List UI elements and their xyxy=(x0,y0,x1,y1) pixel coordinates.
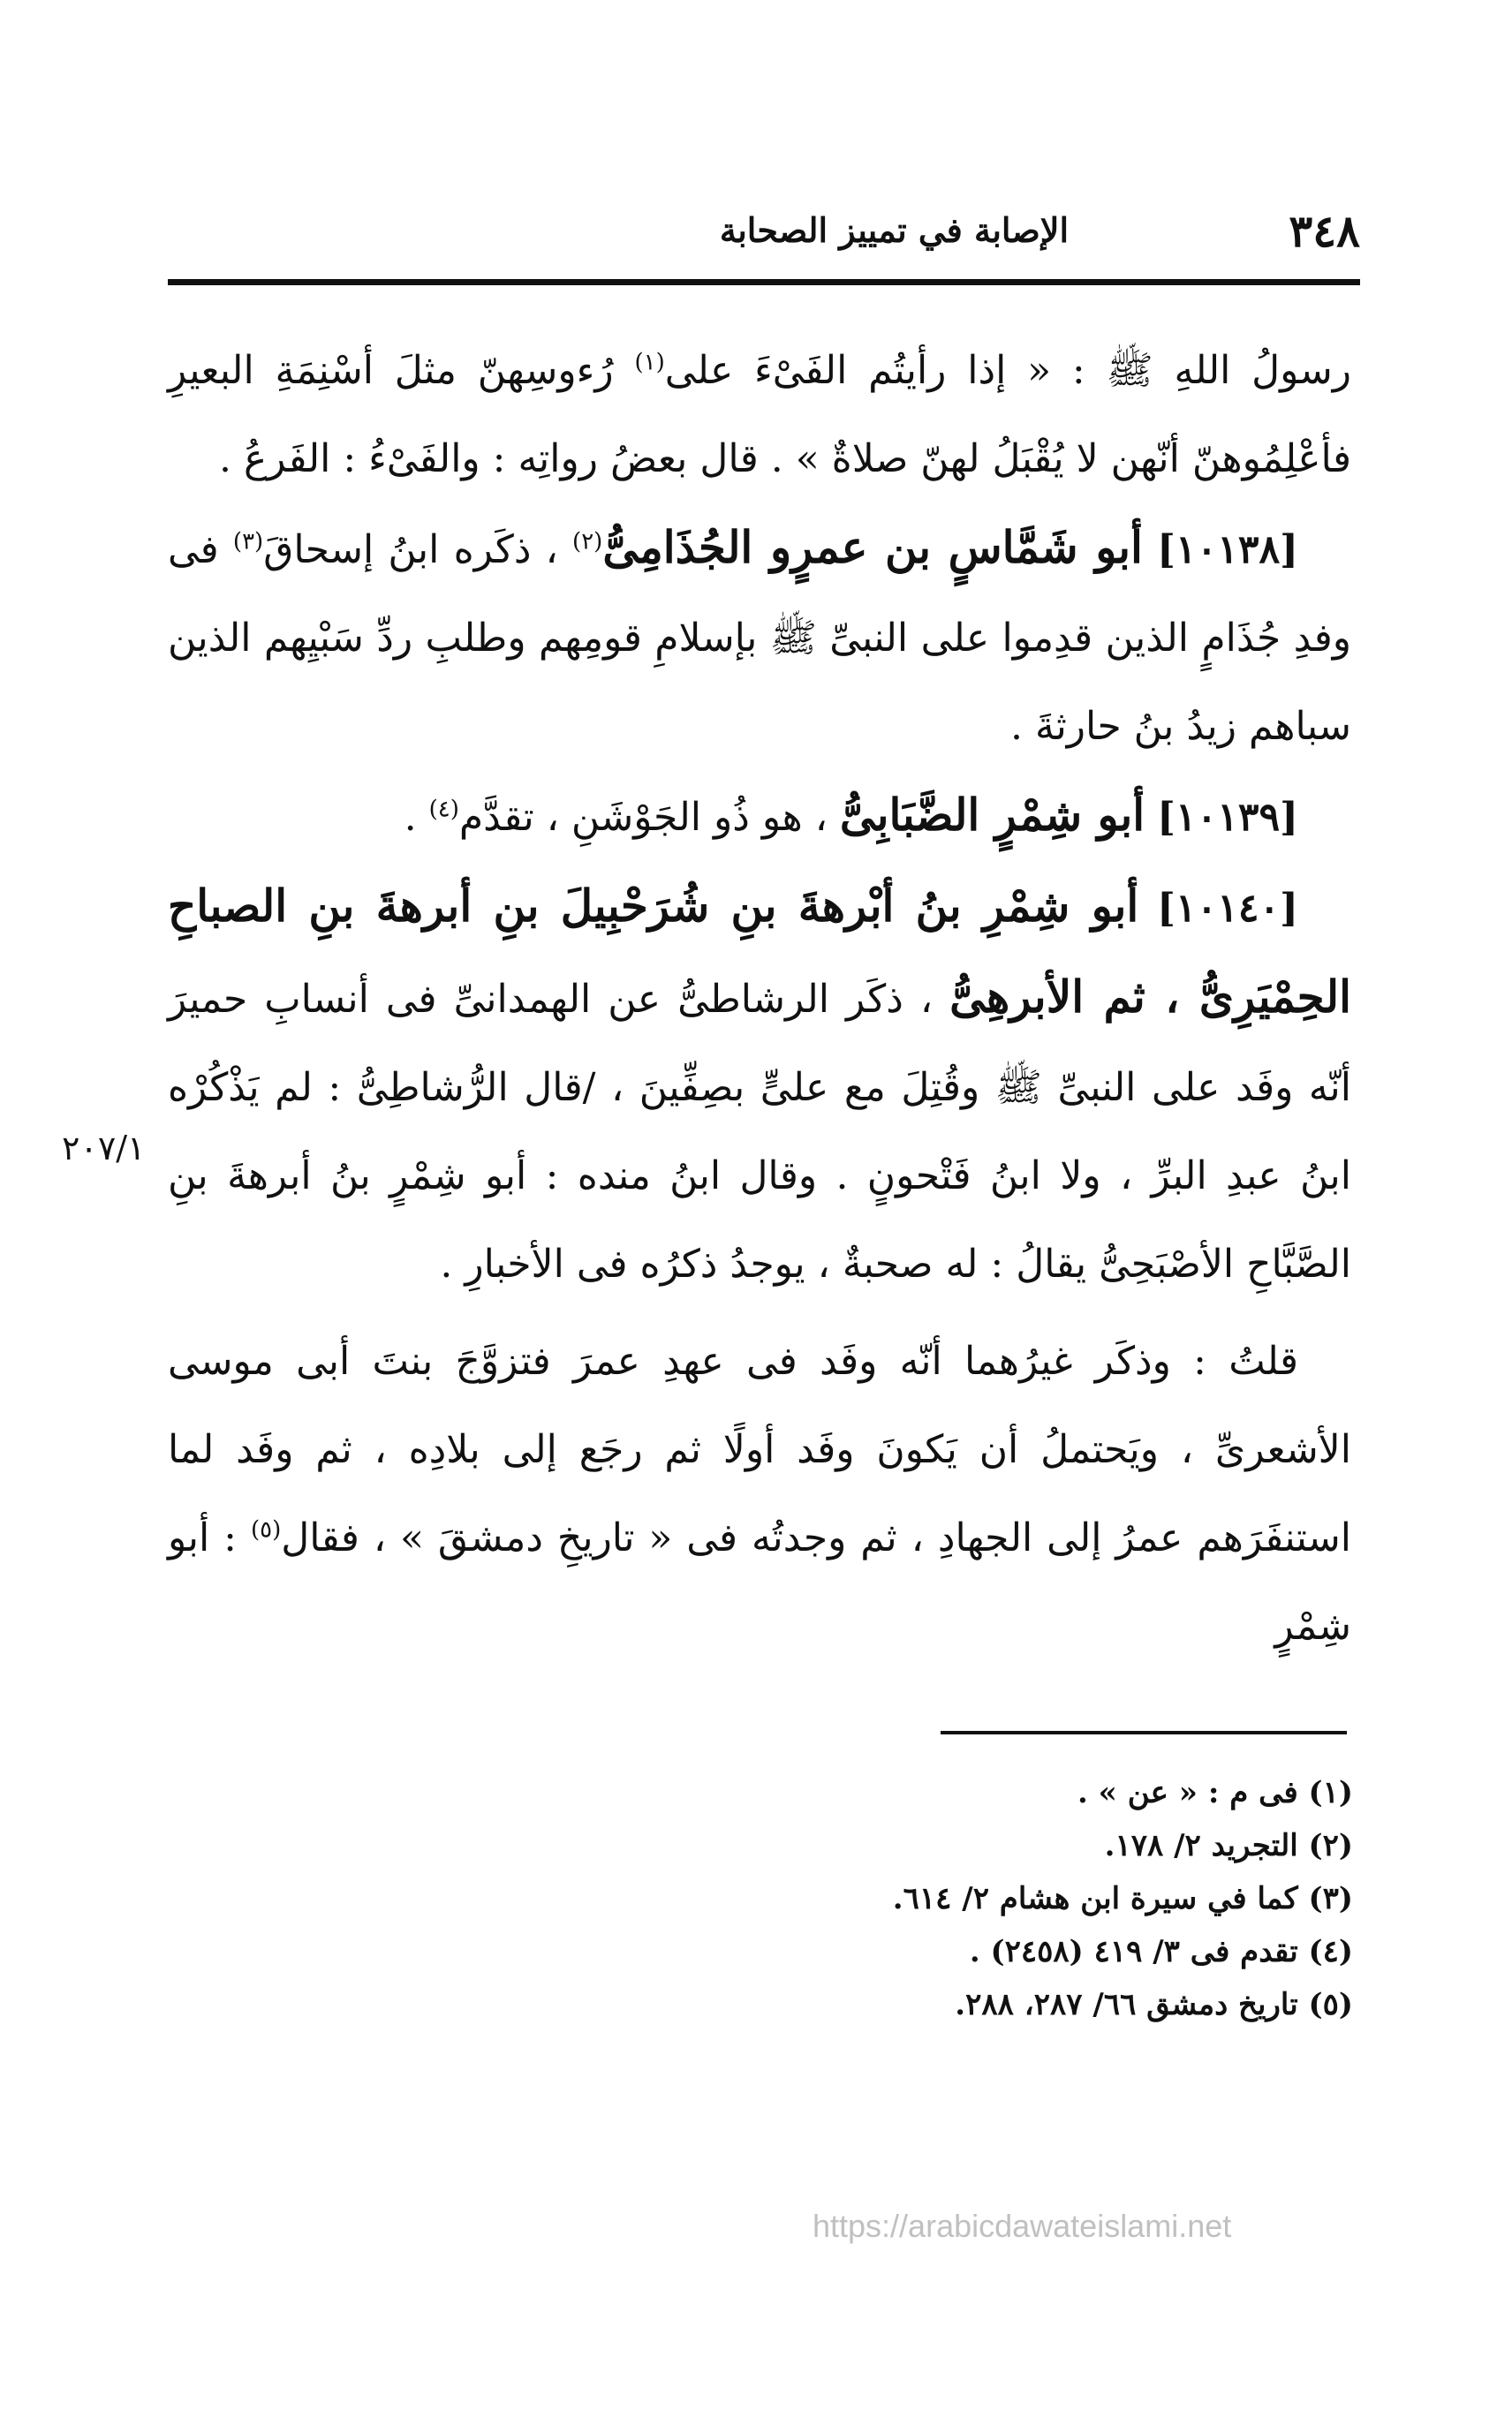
entry-name: أبو شِمْرٍ الضَّبَابِىُّ xyxy=(839,789,1145,841)
entry-10138 xyxy=(168,503,1351,771)
entry-number: [١٠١٣٨] xyxy=(1157,527,1298,572)
entry-10140 xyxy=(168,862,1351,1309)
text-span: ، هو ذُو الجَوْشَنِ ، تقدَّم xyxy=(458,795,840,840)
footnote-ref: (٢) xyxy=(572,528,603,555)
text-span: ، ذكَر الرشاطىُّ عن الهمدانىِّ فى أنسابِ حميرَ أنّه وفَد على النبىِّ ﷺ وقُتِلَ مع علىٍّ بصِفِّينَ ، /قال الرُّشاطِىُّ : لم يَذْكُرْه ابنُ عبدِ البرِّ ، ولا ابنُ فَتْحونٍ . وقال ابنُ منده : أبو شِمْرٍ بنُ أبرهةَ بنِ الصَّبَّاحِ الأصْبَحِىُّ يقالُ : له صحبةٌ ، يوجدُ ذكرُه فى الأخبارِ . xyxy=(168,977,1351,1287)
text-span: . xyxy=(404,795,429,840)
margin-page-reference: ٢٠٧/١ xyxy=(62,1129,146,1167)
spacer xyxy=(168,1309,1351,1318)
footnote-5: (٥) تاريخ دمشق ٦٦/ ٢٨٧، ٢٨٨. xyxy=(955,1987,1353,2022)
entry-number: [١٠١٤٠] xyxy=(1157,886,1298,931)
entry-name: أبو شَمَّاسٍ بن عمرٍو الجُذَامِىُّ xyxy=(602,521,1143,573)
footnote-ref: (٤) xyxy=(428,796,459,823)
page-header xyxy=(168,205,1360,284)
text-span: فى وفدِ جُذَامٍ الذين قدِموا على النبىِّ ﷺ بإسلامِ قومِهم وطلبِ ردِّ سَبْيِهم الذين سباهم زيدُ بنُ حارثةَ . xyxy=(168,527,1351,749)
page-number: ٣٤٨ xyxy=(1289,205,1360,257)
footnote-3: (٣) كما في سيرة ابن هشام ٢/ ٦١٤. xyxy=(892,1881,1353,1916)
running-title: الإصابة في تمييز الصحابة xyxy=(719,210,1069,250)
footnote-ref: (٥) xyxy=(250,1516,282,1544)
body-text xyxy=(168,327,1351,1671)
paragraph-hadith xyxy=(168,327,1351,503)
paragraph-qultu xyxy=(168,1318,1351,1671)
text-span: رُءوسِهنّ مثلَ أسْنِمَةِ البعيرِ فأعْلِمُوهنّ أنّهن لا يُقْبَلُ لهنّ صلاةٌ » . قال بعضُ رواتِه : والفَىْءُ : الفَرعُ . xyxy=(168,348,1351,481)
entry-number: [١٠١٣٩] xyxy=(1157,795,1298,840)
footnote-ref: (١) xyxy=(634,349,665,376)
text-span: قلتُ : وذكَر غيرُهما أنّه وفَد فى عهدِ عمرَ فتزوَّجَ بنتَ أبى موسى الأشعرىِّ ، ويَحتملُ أن يَكونَ وفَد أولًا ثم رجَع إلى بلادِه ، ثم وفَد لما استنفَرَهم عمرُ إلى الجهادِ ، ثم وجدتُه فى « تاريخِ دمشقَ » ، فقال xyxy=(168,1339,1352,1560)
footnote-1: (١) فى م : « عن » . xyxy=(1077,1775,1353,1810)
watermark-url: https://arabicdawateislami.net xyxy=(813,2208,1232,2244)
header-rule xyxy=(168,279,1360,285)
text-span: ، ذكَره ابنُ إسحاقَ xyxy=(263,527,573,572)
entry-10139 xyxy=(168,771,1351,862)
footnote-rule xyxy=(941,1731,1347,1734)
text-span: : أبو شِمْرٍ xyxy=(168,1515,1351,1649)
footnotes xyxy=(293,1766,1353,2031)
footnote-4: (٤) تقدم فى ٣/ ٤١٩ (٢٤٥٨) . xyxy=(969,1934,1353,1969)
text-span: رسولُ اللهِ ﷺ : « إذا رأيتُم الفَىْءَ على xyxy=(664,348,1351,393)
entry-name: أبو شِمْرِ بنُ أبْرهةَ بنِ شُرَحْبِيلَ بنِ أبرهةَ بنِ الصباحِ الحِمْيَرِىُّ ، ثم الأبرهِىُّ xyxy=(168,880,1351,1023)
footnote-ref: (٣) xyxy=(232,528,264,555)
footnote-2: (٢) التجريد ٢/ ١٧٨. xyxy=(1104,1828,1353,1863)
